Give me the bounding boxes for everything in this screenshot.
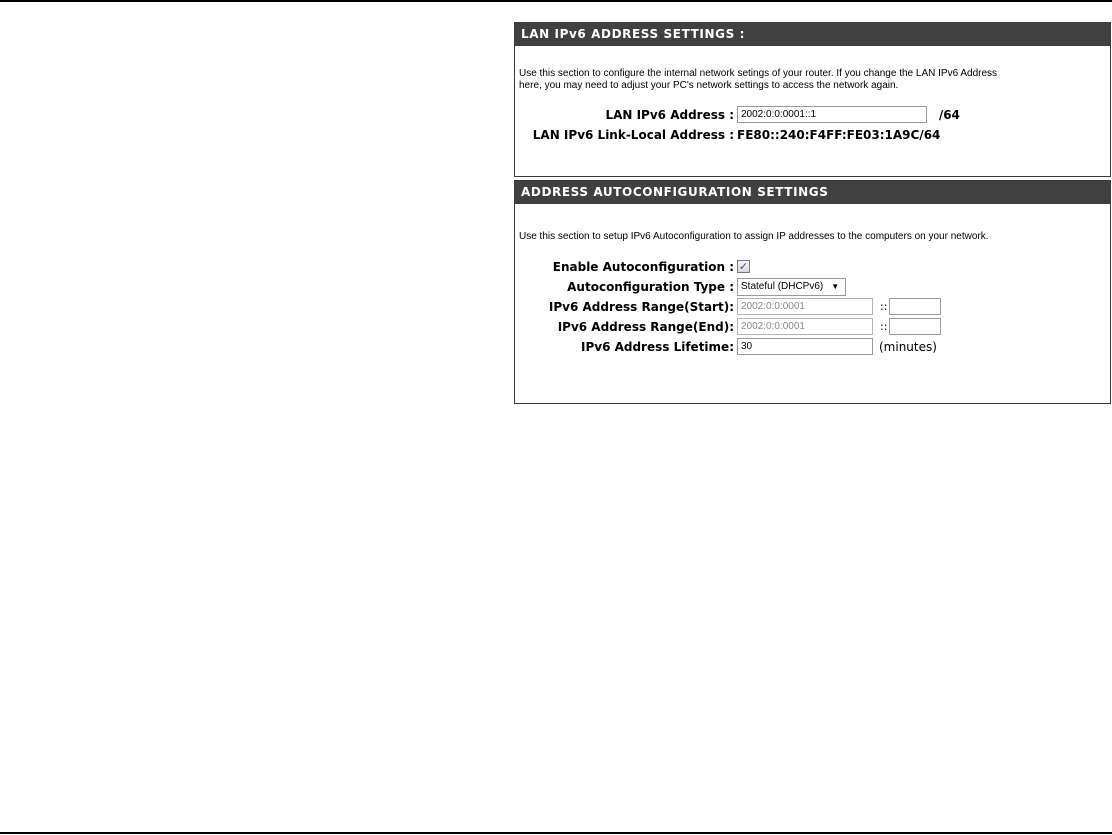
range-end-prefix-input xyxy=(737,318,873,335)
lan-ipv6-address-label: LAN IPv6 Address : xyxy=(605,108,734,122)
top-divider xyxy=(0,0,1112,2)
range-start-label: IPv6 Address Range(Start): xyxy=(548,300,734,314)
autoconfig-type-row xyxy=(515,277,1110,297)
lan-ipv6-address-input[interactable] xyxy=(737,106,927,123)
lifetime-input[interactable] xyxy=(737,338,873,355)
lan-ipv6-address-value-group xyxy=(737,105,960,125)
autoconfig-type-select[interactable] xyxy=(737,278,846,296)
autoconfig-type-selected-value: Stateful (DHCPv6) xyxy=(741,281,824,292)
chevron-down-icon: ▼ xyxy=(831,282,840,291)
link-local-address-value: FE80::240:F4FF:FE03:1A9C/64 xyxy=(737,128,941,142)
autoconfig-description: Use this section to setup IPv6 Autoconfiguration to assign IP addresses to the computers on your network. xyxy=(519,231,989,242)
range-start-separator: :: xyxy=(880,300,888,313)
range-start-value-group xyxy=(737,297,941,317)
range-start-suffix-input[interactable] xyxy=(889,298,941,315)
autoconfig-type-label: Autoconfiguration Type : xyxy=(567,280,734,294)
lan-ipv6-settings-title: LAN IPv6 ADDRESS SETTINGS : xyxy=(515,23,1110,46)
enable-autoconfig-checkbox[interactable]: ✓ xyxy=(738,260,749,273)
range-end-suffix-input[interactable] xyxy=(889,318,941,335)
range-start-row xyxy=(515,297,1110,317)
autoconfig-type-value-group xyxy=(737,277,846,297)
enable-autoconfig-row xyxy=(515,257,1110,277)
lan-ipv6-description-line2: here, you may need to adjust your PC's network settings to access the network again. xyxy=(519,80,899,91)
bottom-divider xyxy=(0,832,1112,834)
lan-ipv6-settings-panel xyxy=(514,22,1111,177)
lifetime-value-group xyxy=(737,337,937,357)
enable-autoconfig-label: Enable Autoconfiguration : xyxy=(552,260,734,274)
lan-ipv6-address-row xyxy=(515,105,1110,125)
range-start-prefix-input xyxy=(737,298,873,315)
lan-ipv6-description-line1: Use this section to configure the internal network setings of your router. If you change the LAN IPv6 Address xyxy=(519,68,998,79)
autoconfig-settings-panel xyxy=(514,180,1111,404)
lifetime-unit: (minutes) xyxy=(879,340,937,354)
lifetime-row xyxy=(515,337,1110,357)
enable-autoconfig-value-group xyxy=(737,257,750,277)
range-end-separator: :: xyxy=(880,320,888,333)
range-end-row xyxy=(515,317,1110,337)
link-local-address-row xyxy=(515,125,1110,145)
lifetime-label: IPv6 Address Lifetime: xyxy=(580,340,734,354)
range-end-label: IPv6 Address Range(End): xyxy=(557,320,734,334)
autoconfig-settings-title: ADDRESS AUTOCONFIGURATION SETTINGS xyxy=(515,181,1110,204)
lan-ipv6-prefix-length: /64 xyxy=(938,108,960,122)
range-end-value-group xyxy=(737,317,941,337)
link-local-address-label: LAN IPv6 Link-Local Address : xyxy=(532,128,734,142)
